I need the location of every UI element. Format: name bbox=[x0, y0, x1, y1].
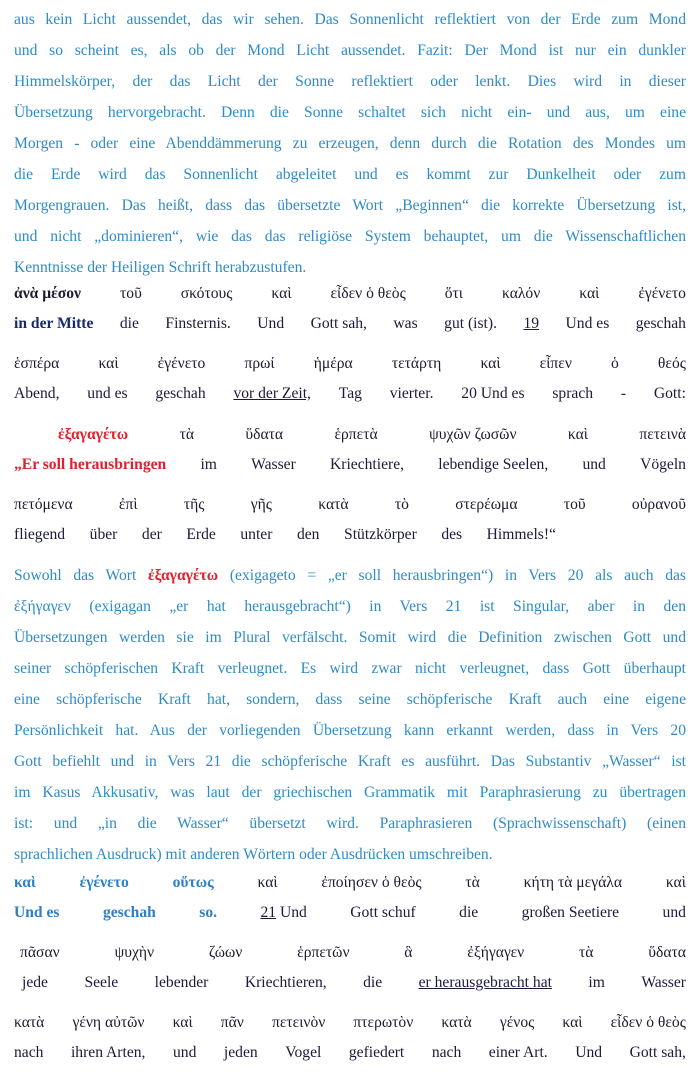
greek-word: ἐξήγαγεν bbox=[467, 944, 525, 961]
greek-word: πᾶσαν bbox=[20, 944, 60, 961]
greek-line bbox=[14, 944, 686, 962]
german-word: 20 Und es bbox=[461, 385, 525, 402]
text-line: Kenntnisse der Heiligen Schrift herabzustufen. bbox=[14, 259, 307, 276]
greek-word: πετεινὰ bbox=[639, 426, 686, 443]
greek-word: ἐποίησεν ὁ θεὸς bbox=[321, 874, 422, 891]
german-word: und bbox=[582, 456, 606, 473]
text-line: ist: und „in die Wasser“ übersetzt wird. Paraphrasieren (Sprachwissenschaft) (einen bbox=[14, 815, 686, 832]
german-word: großen Seetiere bbox=[521, 904, 620, 921]
greek-word: τὰ bbox=[179, 426, 194, 443]
greek-word: ἀνὰ μέσον bbox=[14, 285, 82, 302]
german-word: Gott sah, bbox=[310, 315, 367, 332]
verse-number: 21 bbox=[260, 904, 277, 921]
greek-word: ἐγένετο bbox=[79, 874, 129, 891]
german-word: die bbox=[119, 315, 139, 332]
german-line bbox=[14, 526, 686, 544]
german-word: nach bbox=[14, 1044, 44, 1061]
paragraph-1 bbox=[14, 4, 686, 283]
greek-word: καὶ bbox=[579, 285, 600, 302]
greek-word: θεός bbox=[657, 355, 686, 372]
german-word: vor der Zeit, bbox=[233, 385, 311, 402]
german-word: vierter. bbox=[389, 385, 434, 402]
text-line: die Erde wird das Sonnenlicht abgeleitet und es kommt zur Dunkelheit oder zum bbox=[14, 166, 686, 183]
greek-word: ἑσπέρα bbox=[14, 355, 60, 372]
greek-line bbox=[14, 874, 686, 892]
greek-word: καὶ bbox=[98, 355, 119, 372]
german-word: den bbox=[296, 526, 320, 543]
german-word: er herausgebracht hat bbox=[418, 974, 552, 991]
greek-word: γῆς bbox=[250, 496, 272, 513]
greek-word: καὶ bbox=[480, 355, 501, 372]
greek-word: ὁ bbox=[611, 355, 619, 372]
greek-word: καλόν bbox=[501, 285, 541, 302]
german-word: fliegend bbox=[14, 526, 66, 543]
german-word: Wasser bbox=[641, 974, 686, 991]
greek-word: τὸ bbox=[394, 496, 409, 513]
greek-word: πετόμενα bbox=[14, 496, 73, 513]
german-word: über bbox=[89, 526, 118, 543]
german-word: lebendige Seelen, bbox=[438, 456, 549, 473]
german-word: Seele bbox=[84, 974, 119, 991]
greek-word: στερέωμα bbox=[455, 496, 518, 513]
greek-word: κατὰ bbox=[441, 1014, 472, 1031]
german-word: Stützkörper bbox=[344, 526, 417, 543]
text-run: (exigageto = „er soll herausbringen“) in Vers 20 als auch das bbox=[218, 567, 686, 584]
greek-word: ἑρπετῶν bbox=[297, 944, 350, 961]
german-word: Tag bbox=[338, 385, 362, 402]
verse-ref bbox=[260, 904, 306, 922]
german-word: die bbox=[363, 974, 383, 991]
text-line: im Kasus Akkusativ, was laut der griechischen Grammatik mit Paraphrasierung zu übertragen bbox=[14, 784, 686, 801]
german-line bbox=[14, 385, 686, 403]
greek-word: κατὰ bbox=[318, 496, 349, 513]
greek-word: ἐπὶ bbox=[118, 496, 138, 513]
greek-line bbox=[14, 496, 686, 514]
german-word: unter bbox=[240, 526, 273, 543]
greek-word: τὰ bbox=[465, 874, 480, 891]
text-line: Morgen - oder eine Abenddämmerung zu erzeugen, denn durch die Rotation des Mondes um bbox=[14, 135, 686, 152]
greek-word: τὰ bbox=[579, 944, 594, 961]
german-word: so. bbox=[199, 904, 218, 921]
greek-word: τοῦ bbox=[563, 496, 586, 513]
german-word: im bbox=[200, 456, 217, 473]
german-word: Gott sah, bbox=[629, 1044, 686, 1061]
greek-word: εἶδεν ὁ θεὸς bbox=[610, 1014, 686, 1031]
german-word: Abend, bbox=[14, 385, 60, 402]
greek-word: καὶ bbox=[567, 426, 588, 443]
greek-line bbox=[14, 355, 686, 373]
greek-word: τῆς bbox=[183, 496, 205, 513]
german-word: was bbox=[393, 315, 418, 332]
greek-word: ἡμέρα bbox=[313, 355, 353, 372]
german-word: Kriechtieren, bbox=[244, 974, 327, 991]
german-word: und bbox=[662, 904, 686, 921]
german-word: Finsternis. bbox=[165, 315, 231, 332]
text-line: Morgengrauen. Das heißt, dass das übersetzte Wort „Beginnen“ die korrekte Übersetzung ist, bbox=[14, 197, 686, 214]
greek-word: ἐξαγαγέτω bbox=[148, 567, 219, 584]
greek-word: ἐγένετο bbox=[638, 285, 686, 302]
german-word: ihren Arten, bbox=[70, 1044, 146, 1061]
german-line bbox=[14, 456, 686, 474]
greek-word: καὶ bbox=[665, 874, 686, 891]
greek-word: εἶδεν ὁ θεὸς bbox=[330, 285, 406, 302]
text-line: Persönlichkeit hat. Aus der vorliegenden Übersetzung kann erkannt werden, dass in Vers 20 bbox=[14, 722, 686, 739]
german-word: „Er soll herausbringen bbox=[14, 456, 167, 473]
text-line bbox=[14, 560, 686, 591]
text-line: Übersetzung hervorgebracht. Denn die Sonne schaltet sich nicht ein- und aus, um eine bbox=[14, 104, 686, 121]
german-word: Und bbox=[279, 904, 307, 921]
greek-word: καὶ bbox=[271, 285, 292, 302]
greek-word: σκότους bbox=[180, 285, 233, 302]
greek-word: ὕδατα bbox=[245, 426, 284, 443]
greek-word: καὶ bbox=[257, 874, 278, 891]
greek-word: οὕτως bbox=[172, 874, 214, 891]
greek-word: εἶπεν bbox=[539, 355, 572, 372]
greek-line bbox=[14, 1014, 686, 1032]
greek-word: γένη αὐτῶν bbox=[72, 1014, 145, 1031]
german-word: Und bbox=[575, 1044, 603, 1061]
greek-word: ζώων bbox=[208, 944, 243, 961]
german-word: und es bbox=[87, 385, 128, 402]
greek-word: ἑρπετὰ bbox=[334, 426, 378, 443]
text-line: aus kein Licht aussendet, das wir sehen. Das Sonnenlicht reflektiert von der Erde zum Mond bbox=[14, 11, 686, 28]
greek-word: τοῦ bbox=[120, 285, 142, 302]
greek-word: πετεινὸν bbox=[271, 1014, 326, 1031]
german-word: Und bbox=[257, 315, 285, 332]
text-line: Übersetzungen werden sie im Plural verfälscht. Somit wird die Definition zwischen Gott und bbox=[14, 629, 686, 646]
german-word: Himmels!“ bbox=[486, 526, 556, 543]
greek-word: πτερωτὸν bbox=[353, 1014, 414, 1031]
german-word: Und es bbox=[565, 315, 610, 332]
german-word: des bbox=[441, 526, 463, 543]
german-word: gefiedert bbox=[348, 1044, 405, 1061]
german-word: sprach bbox=[552, 385, 594, 402]
text-line: Gott befiehlt und in Vers 21 die schöpferische Kraft es ausführt. Das Substantiv „Wasser“ ist bbox=[14, 753, 686, 770]
greek-word: γένος bbox=[499, 1014, 535, 1031]
text-line: eine schöpferische Kraft hat, sondern, dass seine schöpferische Kraft auch eine eigene bbox=[14, 691, 686, 708]
german-word: gut (ist). bbox=[444, 315, 497, 332]
german-word: in der Mitte bbox=[14, 315, 94, 332]
german-word: und bbox=[172, 1044, 197, 1061]
text-line: Himmelskörper, der das Licht der Sonne reflektiert oder lenkt. Dies wird in dieser bbox=[14, 73, 686, 90]
german-line bbox=[14, 974, 686, 992]
german-word: lebender bbox=[154, 974, 209, 991]
german-word: geschah bbox=[102, 904, 156, 921]
greek-word: καὶ bbox=[14, 874, 36, 891]
german-word: Gott: bbox=[653, 385, 686, 402]
german-word: im bbox=[588, 974, 605, 991]
german-word: jede bbox=[22, 974, 48, 991]
german-word: Kriechtiere, bbox=[330, 456, 405, 473]
text-line: und so scheint es, als ob der Mond Licht aussendet. Fazit: Der Mond ist nur ein dunkler bbox=[14, 42, 686, 59]
german-word: Wasser bbox=[251, 456, 296, 473]
german-line bbox=[14, 904, 686, 922]
text-line: sprachlichen Ausdruck) mit anderen Wörtern oder Ausdrücken umschreiben. bbox=[14, 846, 493, 863]
paragraph-2 bbox=[14, 560, 686, 870]
german-word: der bbox=[141, 526, 162, 543]
greek-word: καὶ bbox=[562, 1014, 583, 1031]
greek-word: κήτη τὰ μεγάλα bbox=[523, 874, 622, 891]
german-word: geschah bbox=[635, 315, 686, 332]
greek-word: καὶ bbox=[172, 1014, 193, 1031]
german-word: Vögeln bbox=[640, 456, 686, 473]
text-line: seiner schöpferischen Kraft verleugnet. Es wird zwar nicht verleugnet, dass Gott überhaupt bbox=[14, 660, 686, 677]
greek-word: ὅτι bbox=[444, 285, 463, 302]
greek-line bbox=[14, 285, 686, 303]
greek-word: ἐγένετο bbox=[157, 355, 206, 372]
greek-word: ἃ bbox=[404, 944, 413, 961]
verse-number: 19 bbox=[523, 315, 540, 332]
german-word: nach bbox=[431, 1044, 462, 1061]
greek-word: τετάρτη bbox=[391, 355, 442, 372]
greek-word: πρωί bbox=[244, 355, 275, 372]
german-word: die bbox=[459, 904, 479, 921]
german-word: - bbox=[620, 385, 627, 402]
greek-word: ὕδατα bbox=[648, 944, 686, 961]
german-line bbox=[14, 1044, 686, 1062]
text-line: ἐξήγαγεν (exigagan „er hat herausgebracht“) in Vers 21 ist Singular, aber in den bbox=[14, 598, 686, 615]
german-word: jeden bbox=[223, 1044, 258, 1061]
german-line bbox=[14, 315, 686, 333]
greek-word: ψυχὴν bbox=[114, 944, 155, 961]
german-word: Und es bbox=[14, 904, 60, 921]
german-word: Vogel bbox=[285, 1044, 322, 1061]
greek-word: οὐρανοῦ bbox=[631, 496, 686, 513]
greek-word: πᾶν bbox=[220, 1014, 244, 1031]
german-word: einer Art. bbox=[488, 1044, 548, 1061]
german-word: geschah bbox=[155, 385, 206, 402]
text-run: Sowohl das Wort bbox=[14, 567, 148, 584]
greek-word: κατὰ bbox=[14, 1014, 45, 1031]
greek-word: ἐξαγαγέτω bbox=[58, 426, 129, 443]
text-line: und nicht „dominieren“, wie das das religiöse System behauptet, um die Wissenschaftlichen bbox=[14, 228, 686, 245]
greek-line bbox=[14, 426, 686, 444]
german-word: Gott schuf bbox=[350, 904, 416, 921]
german-word: Erde bbox=[186, 526, 216, 543]
greek-word: ψυχῶν ζωσῶν bbox=[429, 426, 517, 443]
